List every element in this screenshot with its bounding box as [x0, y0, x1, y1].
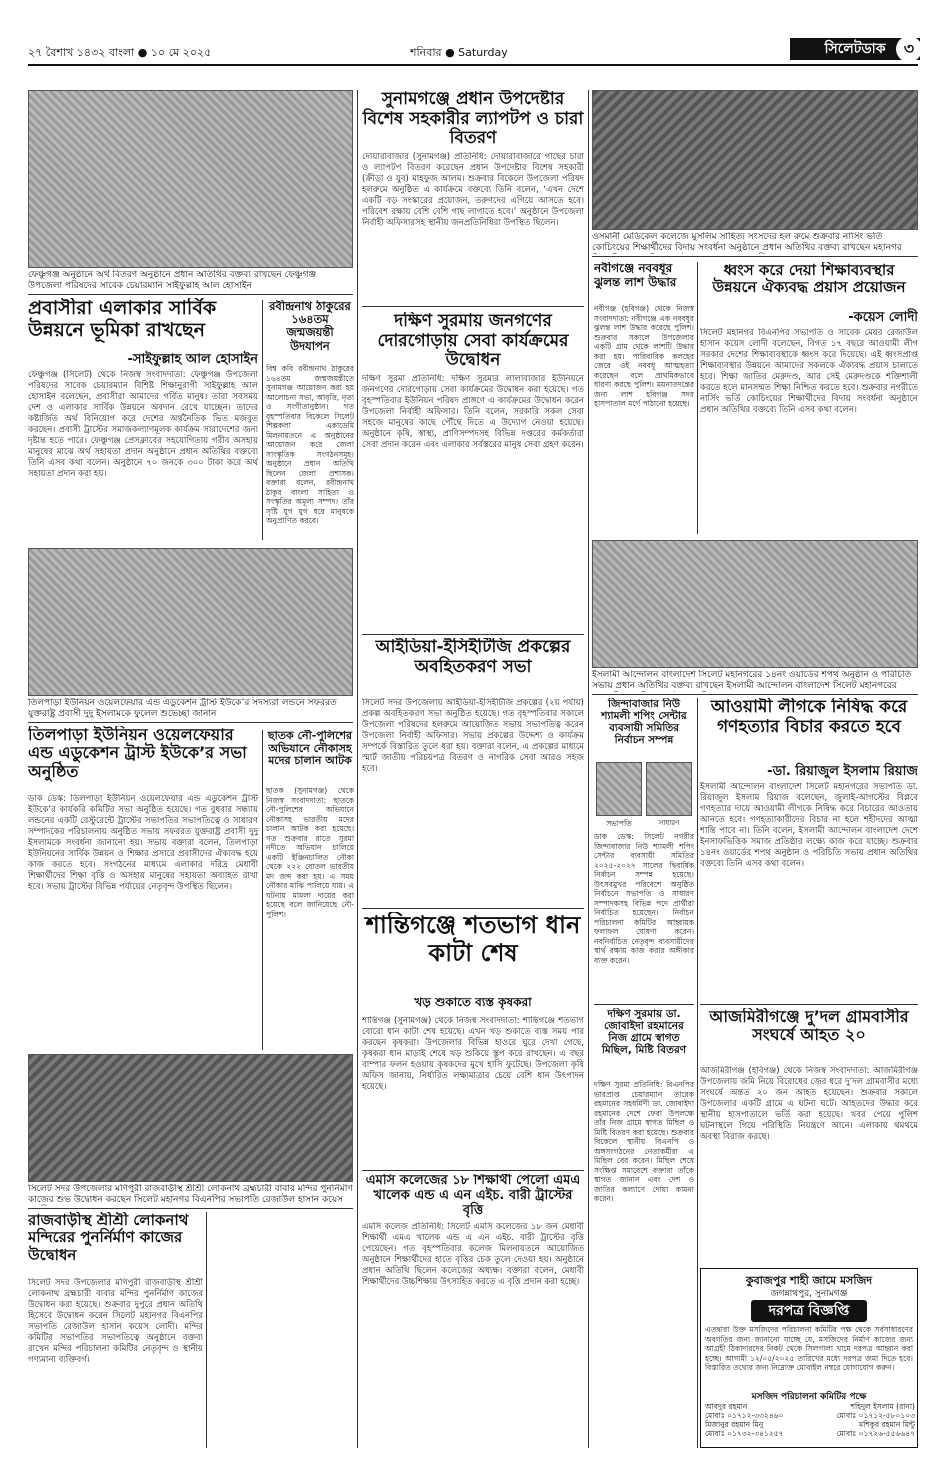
column-rule — [206, 1212, 207, 1448]
signer-phone: মোবাঃ ০১৭১২-৩৩২৪৬০ — [705, 1411, 784, 1420]
divider — [700, 1004, 918, 1005]
photo-lokenath-temple — [28, 1054, 353, 1182]
paper-name: সিলেটডাক — [824, 41, 886, 57]
photo-tilpara-group — [28, 548, 353, 696]
headline: আওয়ামী লীগকে নিষিদ্ধ করে গণহত্যার বিচার করতে হবে — [710, 698, 908, 737]
article-body: সিলেট মহানগর বিএনপির সভাপতি ও সাবেক মেয়র রেজাউল হাসান কয়েস লোদী বলেছেন, বিগত ১৭ বছরে আওয়ামী লীগ সরকার দেশের শিক্ষাব্যবস্থাকে ধ্বংস করে দিয়েছে। এই ধ্বংসপ্রাপ্ত শিক্ষাব্যবস্থার উন্নয়নে আমাদের সকলকে ঐক্যবদ্ধ প্রয়াস চালাতে হবে। শিক্ষা জাতির মেরুদণ্ড, আর সেই মেরুদণ্ডকে শক্তিশালী করতে হলে মানসম্মত শিক্ষা নিশ্চিত করতে হবে। শুক্রবার নগরীতে নার্সিং ভর্তি কোচিংয়ের শিক্ষার্থীদের বিদায় সংবর্ধনা অনুষ্ঠানে প্রধান অতিথির বক্তব্যে তিনি এসব কথা বলেন। — [700, 328, 918, 415]
signer-phone: মোবাঃ ০১৭১২-৫৮০১০৩ — [836, 1411, 915, 1420]
divider — [362, 634, 584, 635]
divider — [594, 1004, 694, 1005]
article-body: আজমিরীগঞ্জ (হবিগঞ্জ) থেকে নিজস্ব সংবাদদাতা: আজমিরীগঞ্জ উপজেলায় জমি নিয়ে বিরোধের জের ধরে দু’দল গ্রামবাসীর মধ্যে সংঘর্ষে অন্তত ২০ জন আহত হয়েছেন। শুক্রবার সকালে উপজেলার একটি গ্রামে এ ঘটনা ঘটে। আহতদের উদ্ধার করে স্থানীয় হাসপাতালে ভর্তি করা হয়েছে। খবর পেয়ে পুলিশ ঘটনাস্থলে গিয়ে পরিস্থিতি নিয়ন্ত্রণে আনে। এলাকায় থমথমে অবস্থা বিরাজ করছে। — [700, 1066, 918, 1142]
photo-secretary — [646, 762, 692, 816]
article-body: ইসলামী আন্দোলন বাংলাদেশ সিলেট মহানগরের সভাপতি ডা. রিয়াজুল ইসলাম রিয়াজ বলেছেন, জুলাই-আগস্টের বিপ্লবে গণহত্যার দায়ে আওয়ামী লীগকে নিষিদ্ধ করে বিচারের আওতায় আনতে হবে। গণহত্যাকারীদের বিচার না হলে শহীদদের আত্মা শান্তি পাবে না। তিনি বলেন, ইসলামী আন্দোলন বাংলাদেশ দেশে ইনসাফভিত্তিক সমাজ প্রতিষ্ঠার লক্ষ্যে কাজ করে যাচ্ছে। শুক্রবার ১৪নং ওয়ার্ডের শপথ অনুষ্ঠান ও পরিচিতি সভায় প্রধান অতিথির বক্তব্যে তিনি এসব কথা বলেন। — [700, 782, 918, 869]
issue-day: শনিবার ● Saturday — [410, 46, 508, 59]
signer-name: শহিদুল ইসলাম (রানা) — [850, 1402, 915, 1411]
column-rule — [262, 300, 263, 540]
tender-notice — [700, 1268, 918, 1448]
headline: তিলপাড়া ইউনিয়ন ওয়েলফেয়ার এন্ড এডুকেশন ট্রাস্ট ইউকে’র সভা অনুষ্ঠিত — [28, 726, 247, 781]
photo-label: সভাপতি — [606, 819, 632, 828]
article-body: সিলেট সদর উপজেলার মণিপুরী রাজবাড়ীস্থ শ্রীশ্রী লোকনাথ ব্রহ্মচারী বাবার মন্দির পুনর্নির্মাণ কাজের উদ্বোধন করা হয়েছে। শুক্রবার দুপুরে প্রধান অতিথি হিসেবে উদ্বোধন করেন সিলেট মহানগর বিএনপির সভাপতি রেজাউল হাসান কয়েস লোদী। মন্দির কমিটির সভাপতির সভাপতিত্বে অনুষ্ঠানে বক্তব্য রাখেন মন্দির পরিচালনা কমিটির নেতৃবৃন্দ ও স্থানীয় গণ্যমান্য ব্যক্তিবর্গ। — [28, 1278, 203, 1365]
byline: -সাইফুল্লাহ আল হোসাইন — [127, 352, 258, 367]
photo-caption: তিলপাড়া ইউনিয়ন ওয়েলফেয়ার এন্ড এডুকেশন ট্রাস্ট ইউকে’র সদস্যরা লন্ডনে সফররত যুক্তরাষ্ট্র প্রবাসী দুদু ইসলামকে ফুলেল শুভেচ্ছা জানান — [28, 698, 337, 719]
notice-footer: মসজিদ পরিচালনা কমিটির পক্ষে — [751, 1392, 867, 1402]
article-body: দক্ষিণ সুরমা প্রতিনিধি: বিএনপির ভারপ্রাপ্ত চেয়ারম্যান তারেক রহমানের সহধর্মিণী ডা. জোবাইদা রহমানের দেশে ফেরা উপলক্ষে তাঁর নিজ গ্রামে স্বাগত মিছিল ও মিষ্টি বিতরণ করা হয়েছে। শুক্রবার বিকেলে স্থানীয় বিএনপি ও অঙ্গসংগঠনের নেতাকর্মীরা এ মিছিল বের করেন। মিছিল শেষে সংক্ষিপ্ত সমাবেশে বক্তারা তাঁকে স্বাগত জানান এবং দেশ ও জাতির কল্যাণে দোয়া কামনা করেন। — [594, 1080, 694, 1203]
byline: -ডা. রিয়াজুল ইসলাম রিয়াজ — [767, 764, 918, 779]
photo-caption: ইসলামী আন্দোলন বাংলাদেশ সিলেট মহানগরের ১৪নং ওয়ার্ডের শপথ অনুষ্ঠান ও পরিচিতি সভায় প্রধান অতিথির বক্তব্য রাখছেন ইসলামী আন্দোলন বাংলাদেশ সিলেট মহানগরের — [592, 670, 912, 691]
page-number: ৩ — [896, 38, 920, 60]
masthead — [790, 38, 920, 60]
signer-phone: মোবাঃ ০১৭২৬-৫৫৬৬৪৭ — [836, 1429, 915, 1438]
column-rule — [697, 262, 698, 534]
headline: প্রবাসীরা এলাকার সার্বিক উন্নয়নে ভূমিকা রাখছেন — [28, 298, 217, 341]
article-body: বিশ্ব কবি রবীন্দ্রনাথ ঠাকুরের ১৬৪তম জন্মজয়ন্তীতে সুনামগঞ্জ আয়োজন করা হয় আলোচনা সভা, আবৃত্তি, নৃত্য ও সংগীতানুষ্ঠান। গত বৃহস্পতিবার বিকেলে সিলেট শিল্পকলা একাডেমি মিলনায়তনে এ অনুষ্ঠানের আয়োজন করে জেলা সাংস্কৃতিক সংগঠনসমূহ। অনুষ্ঠানে প্রধান অতিথি ছিলেন জেলা প্রশাসক। বক্তারা বলেন, রবীন্দ্রনাথ ঠাকুর বাংলা সাহিত্য ও সংস্কৃতির অমূল্য সম্পদ। তাঁর সৃষ্টি যুগ যুগ ধরে মানুষকে অনুপ্রাণিত করবে। — [266, 364, 354, 525]
headline: দক্ষিণ সুরমায় ডা. জোবাইদা রহমানের নিজ গ্রামে স্বাগত মিছিল, মিষ্টি বিতরণ — [601, 1008, 687, 1057]
article-body: দোয়ারাবাজার (সুনামগঞ্জ) প্রতিনিধি: দোয়ারাবাজারে গাছের চারা ও ল্যাপটপ বিতরণ করেছেন প্রধান উপদেষ্টার বিশেষ সহকারী (ক্রীড়া ও যুব) মাহফুজ আলম। শুক্রবার বিকেলে উপজেলা পরিষদ হলরুমে অনুষ্ঠিত এ কার্যক্রমে বক্তব্যে তিনি বলেন, ‘এখন দেশে একটি বড় সংস্কারের প্রয়োজন, তরুণদের এগিয়ে আসতে হবে। পরিবেশ রক্ষায় বেশি বেশি গাছ লাগাতে হবে।’ অনুষ্ঠানে উপজেলা নির্বাহী অফিসারসহ স্থানীয় জনপ্রতিনিধিরা উপস্থিত ছিলেন। — [362, 152, 584, 228]
divider — [592, 256, 918, 257]
photo-president — [596, 762, 642, 816]
headline: রাজবাড়ীস্থ শ্রীশ্রী লোকনাথ মন্দিরের পুনর্নির্মাণ কাজের উদ্বোধন — [28, 1212, 189, 1264]
headline: আজমিরীগঞ্জে দু’দল গ্রামবাসীর সংঘর্ষে আহত ২০ — [709, 1008, 909, 1045]
notice-location: জগন্নাথপুর, সুনামগঞ্জ — [770, 1289, 848, 1299]
divider — [28, 294, 353, 295]
headline: সুনামগঞ্জে প্রধান উপদেষ্টার বিশেষ সহকারীর ল্যাপটপ ও চারা বিতরণ — [362, 90, 584, 149]
column-rule — [697, 698, 698, 1448]
signer-phone: মোবাঃ ০১৭৩২-৩৪১২৫৭ — [705, 1429, 784, 1438]
divider — [28, 1208, 353, 1209]
headline: ছাতক নৌ-পুলিশের অভিযানে নৌকাসহ মদের চালান আটক — [267, 730, 353, 768]
headline: এমসি কলেজের ১৮ শিক্ষার্থী পেলো এমএ খালেক এন্ড এ এন এইচ. বারী ট্রাস্টের বৃত্তি — [365, 1174, 581, 1218]
header-rule — [28, 64, 918, 66]
issue-date: ২৭ বৈশাখ ১৪৩২ বাংলা ● ১০ মে ২০২৫ — [28, 46, 212, 59]
column-rule — [262, 730, 263, 1050]
photo-caption: সিলেট সদর উপজেলার মণিপুরী রাজবাড়ীস্থ শ্রীশ্রী লোকনাথ ব্রহ্মচারী বাবার মন্দির পুনর্নির্মাণ কাজের শুভ উদ্বোধন করছেন সিলেট মহানগর বিএনপির সভাপতি রেজাউল হাসান কয়েস — [28, 1184, 353, 1205]
photo-caption: ওসমানী মেডিকেল কলেজে মুসলিম সাহিত্য সংসদের হল রুমে শুক্রবার নার্সিং ভর্তি কোচিংয়ের শিক্ষার্থীদের বিদায় সংবর্ধনা অনুষ্ঠানে প্রধান অতিথির বক্তব্য রাখছেন মহানগর — [592, 232, 902, 253]
article-body: সিলেট সদর উপজেলায় আইডিয়া-ইসিইটিজি প্রকল্পের (২য় পর্যায়) প্রকল্প অবহিতকরণ সভা অনুষ্ঠিত হয়েছে। গত বৃহস্পতিবার সকালে উপজেলা পরিষদের হলরুমে আয়োজিত সভায় সভাপতিত্ব করেন উপজেলা নির্বাহী অফিসার। সভায় প্রকল্পের উদ্দেশ্য ও কার্যক্রম সম্পর্কে বিস্তারিত তুলে ধরা হয়। বক্তারা বলেন, এ প্রকল্পের মাধ্যমে স্মার্ট জাতীয় পরিচয়পত্র বিতরণ ও নাগরিক সেবা আরও সহজ হবে। — [362, 698, 584, 774]
column-rule — [588, 90, 589, 1448]
article-body: নবীগঞ্জ (হবিগঞ্জ) থেকে নিজস্ব সংবাদদাতা: নবীগঞ্জে এক নববধূর ঝুলন্ত লাশ উদ্ধার করেছে পুলিশ। শুক্রবার সকালে উপজেলার একটি গ্রাম থেকে লাশটি উদ্ধার করা হয়। পারিবারিক কলহের জেরে ওই নববধূ আত্মহত্যা করেছেন বলে প্রাথমিকভাবে ধারণা করছে পুলিশ। ময়নাতদন্তের জন্য লাশ হবিগঞ্জ সদর হাসপাতাল মর্গে পাঠানো হয়েছে। — [594, 304, 694, 408]
article-body: ফেঞ্চুগঞ্জ (সিলেট) থেকে নিজস্ব সংবাদদাতা: ফেঞ্চুগঞ্জ উপজেলা পরিষদের সাবেক চেয়ারম্যান বিশিষ্ট শিক্ষানুরাগী সাইফুল্লাহ আল হোসাইন বলেছেন, প্রবাসীরা আমাদের গর্বিত মানুষ। তারা সবসময় দেশ ও এলাকার সার্বিক উন্নয়নে অবদান রেখে যাচ্ছেন। তাদের কষ্টার্জিত অর্থ বিনিয়োগ করে দেশের অর্থনৈতিক ভিত মজবুত করছেন। প্রবাসী ট্রাস্টের সমাজকল্যাণমূলক কার্যক্রম সারাদেশের জন্য দৃষ্টান্ত হতে পারে। ফেঞ্চুগঞ্জ প্রেসক্লাবের সহযোগিতায় গরীব অসহায় মানুষের মাঝে অর্থ সহায়তা প্রদান অনুষ্ঠানে প্রধান অতিথির বক্তব্যে তিনি এসব কথা বলেন। অনুষ্ঠানে ৭০ জনকে ৩০০ টাকা করে অর্থ সহায়তা প্রদান করা হয়। — [28, 370, 258, 479]
divider — [362, 908, 584, 909]
headline: আইডিয়া-ইসিইটিজি প্রকল্পের অবহিতকরণ সভা — [375, 638, 571, 677]
headline: দক্ষিণ সুরমায় জনগণের দোরগোড়ায় সেবা কার্যক্রমের উদ্বোধন — [377, 312, 569, 371]
headline: নবীগঞ্জে নববধূর ঝুলন্ত লাশ উদ্ধার — [594, 262, 677, 289]
photo-label: সাধারণ — [658, 819, 680, 827]
signer-name: মশিকুর রহমান মিন্টু — [859, 1420, 915, 1429]
headline: জিন্দাবাজার নিউ শ্যামলী শপিং সেন্টার ব্যবসায়ী সমিতির নির্বাচন সম্পন্ন — [601, 698, 687, 747]
divider — [362, 306, 584, 307]
column-rule — [357, 90, 358, 1448]
article-body: ছাতক (সুনামগঞ্জ) থেকে নিজস্ব সংবাদদাতা: ছাতকে নৌ-পুলিশের অভিযানে নৌকাসহ ভারতীয় মদের চালান আটক করা হয়েছে। গত শুক্রবার রাতে সুরমা নদীতে অভিযান চালিয়ে একটি ইঞ্জিনচালিত নৌকা থেকে ২২২ বোতল ভারতীয় মদ জব্দ করা হয়। এ সময় নৌকার মাঝি পালিয়ে যায়। এ ঘটনায় মামলা দায়ের করা হয়েছে বলে জানিয়েছে নৌ-পুলিশ। — [266, 786, 354, 919]
article-body: দক্ষিণ সুরমা প্রতিনিধি: দক্ষিণ সুরমার লালাবাজার ইউনিয়নে জনগণের দোরগোড়ায় সেবা কার্যক্রমের উদ্বোধন করা হয়েছে। গত বৃহস্পতিবার ইউনিয়ন পরিষদ প্রাঙ্গণে এ কার্যক্রমের উদ্বোধন করেন উপজেলা নির্বাহী অফিসার। তিনি বলেন, সরকারি সকল সেবা সহজে মানুষের কাছে পৌঁছে দিতে এ উদ্যোগ নেওয়া হয়েছে। অনুষ্ঠানে কৃষি, স্বাস্থ্য, প্রাণিসম্পদসহ বিভিন্ন দপ্তরের কর্মকর্তারা সেবা প্রদান করেন এবং এলাকার সর্বস্তরের মানুষ সেবা গ্রহণ করেন। — [362, 374, 584, 450]
divider — [592, 694, 918, 695]
notice-body: এতদ্বারা উক্ত মসজিদের পরিচালনা কমিটির পক্ষ থেকে সর্বসাধারণের অবগতির জন্য জানানো যাচ্ছে যে, মসজিদের নির্মাণ কাজের জন্য আগ্রহী ঠিকাদারদের নিকট থেকে সিলগালা খামে দরপত্র আহ্বান করা হচ্ছে। আগামী ১২/০৫/২০২৫ তারিখের মধ্যে দরপত্র জমা দিতে হবে। বিস্তারিত তথ্যের জন্য নিম্নোক্ত মোবাইল নম্বরে যোগাযোগ করুন। — [705, 1325, 913, 1372]
photo-nursing-event — [592, 90, 918, 230]
divider — [362, 1170, 584, 1171]
divider — [28, 722, 353, 723]
headline: রবীন্দ্রনাথ ঠাকুরের ১৬৪তম জন্মজয়ন্তী উদযাপন — [269, 300, 351, 353]
article-body: ডাক ডেস্ক: সিলেট নগরীর জিন্দাবাজার নিউ শ্যামলী শপিং সেন্টার ব্যবসায়ী সমিতির ২০২৫-২০২৭ সালের দ্বিবার্ষিক নির্বাচন সম্পন্ন হয়েছে। উৎসবমুখর পরিবেশে অনুষ্ঠিত নির্বাচনে সভাপতি ও সাধারণ সম্পাদকসহ বিভিন্ন পদে প্রার্থীরা নির্বাচিত হয়েছেন। নির্বাচন পরিচালনা কমিটির আহ্বায়ক ফলাফল ঘোষণা করেন। নবনির্বাচিত নেতৃবৃন্দ ব্যবসায়ীদের স্বার্থ রক্ষায় কাজ করার অঙ্গীকার ব্যক্ত করেন। — [594, 832, 694, 965]
photo-fenchuganj-event — [28, 90, 353, 268]
photo-islami-andolon-event — [592, 540, 918, 668]
article-body: এমসি কলেজ প্রতিনিধি: সিলেট এমসি কলেজের ১৮ জন মেধাবী শিক্ষার্থী এমএ খালেক এন্ড এ এন এইচ. বারী ট্রাস্টের বৃত্তি পেয়েছেন। গত বৃহস্পতিবার কলেজ মিলনায়তনে আয়োজিত অনুষ্ঠানে শিক্ষার্থীদের হাতে বৃত্তির চেক তুলে দেওয়া হয়। অনুষ্ঠানে প্রধান অতিথি ছিলেন কলেজের অধ্যক্ষ। বক্তারা বলেন, মেধাবী শিক্ষার্থীদের উচ্চশিক্ষায় উৎসাহিত করতে এ বৃত্তি প্রদান করা হচ্ছে। — [362, 1222, 584, 1287]
byline: -কয়েস লোদী — [848, 310, 918, 325]
subheadline: খড় শুকাতে ব্যস্ত কৃষকরা — [414, 996, 532, 1009]
article-body-continued — [210, 1212, 353, 1448]
article-body: শান্তিগঞ্জ (সুনামগঞ্জ) থেকে নিজস্ব সংবাদদাতা: শান্তিগঞ্জে শতভাগ বোরো ধান কাটা শেষ হয়েছে। এখন খড় শুকাতে ব্যস্ত সময় পার করছেন কৃষকরা। উপজেলার বিভিন্ন হাওরে ঘুরে দেখা গেছে, কৃষকরা ধান মাড়াই শেষে খড় শুকিয়ে স্তূপ করে রাখছেন। এ বছর বাম্পার ফলন হওয়ায় কৃষকদের মুখে হাসি ফুটেছে। উপজেলা কৃষি অফিস জানায়, নির্ধারিত লক্ষ্যমাত্রার চেয়ে বেশি ধান উৎপাদন হয়েছে। — [362, 1016, 584, 1092]
photo-caption: ফেঞ্চুগঞ্জ অনুষ্ঠানে অর্থ বিতরণ অনুষ্ঠানে প্রধান অতিথির বক্তব্য রাখছেন ফেঞ্চুগঞ্জ উপজেলা পরিষদের সাবেক চেয়ারম্যান সাইফুল্লাহ আল হোসাইন — [28, 270, 317, 291]
signer-name: আবদুর রহমান — [705, 1402, 748, 1411]
notice-organization: কুবাজপুর শাহী জামে মসজিদ — [745, 1274, 873, 1287]
headline: ধ্বংস করে দেয়া শিক্ষাব্যবস্থার উন্নয়নে ঐক্যবদ্ধ প্রয়াস প্রয়োজন — [712, 262, 906, 297]
notice-title: দরপত্র বিজ্ঞপ্তি — [751, 1300, 867, 1322]
headline: শান্তিগঞ্জে শতভাগ ধান কাটা শেষ — [365, 912, 581, 967]
signer-name: মিজানুর রহমান মিনু — [705, 1420, 764, 1429]
article-body: ডাক ডেস্ক: তিলপাড়া ইউনিয়ন ওয়েলফেয়ার এন্ড এডুকেশন ট্রাস্ট ইউকে’র কার্যকরি কমিটির সভা অনুষ্ঠিত হয়েছে। গত বুধবার সন্ধ্যায় লন্ডনের একটি রেস্টুরেন্টে ট্রাস্টের সভাপতির সভাপতিত্বে ও সাধারণ সম্পাদকের পরিচালনায় অনুষ্ঠিত সভায় সফররত যুক্তরাষ্ট্র প্রবাসী দুদু ইসলামকে সংবর্ধনা জানানো হয়। সভায় বক্তারা বলেন, তিলপাড়া ইউনিয়নের সার্বিক উন্নয়ন ও শিক্ষার প্রসারে প্রবাসীদের ঐক্যবদ্ধ হয়ে কাজ করতে হবে। সংগঠনের মাধ্যমে এলাকার দরিদ্র মেধাবী শিক্ষার্থীদের শিক্ষা বৃত্তি ও অসহায় মানুষের সহায়তা অব্যাহত রাখা হবে। সভায় ট্রাস্টের বিভিন্ন পর্যায়ের নেতৃবৃন্দ উপস্থিত ছিলেন। — [28, 794, 258, 892]
